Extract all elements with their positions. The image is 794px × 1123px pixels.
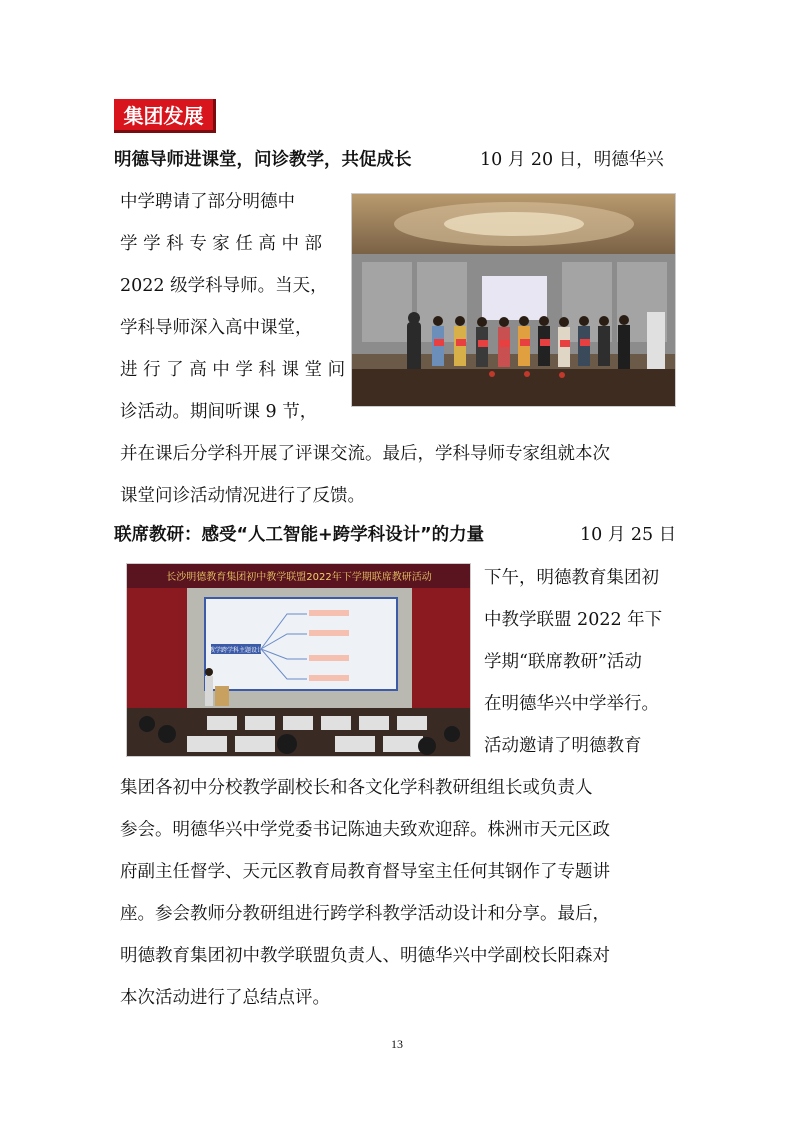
article2-line-4: 在明德华兴中学举行。 <box>484 694 659 714</box>
article1-line-0: 10 月 20 日，明德华兴 <box>480 150 664 170</box>
page-number: 13 <box>391 1037 403 1051</box>
seminar-hall-photo <box>126 563 471 757</box>
article1-heading: 明德导师进课堂，问诊教学，共促成长 <box>114 150 412 170</box>
article1-line-7: 并在课后分学科开展了评课交流。最后，学科导师专家组就本次 <box>120 444 610 464</box>
article1-line-4: 学科导师深入高中课堂， <box>120 318 313 338</box>
article2-line-0: 10 月 25 日 <box>580 525 677 545</box>
article2-line-7: 参会。明德华兴中学党委书记陈迪夫致欢迎辞。株洲市天元区政 <box>120 820 610 840</box>
article2-line-6: 集团各初中分校教学副校长和各文化学科教研组组长或负责人 <box>120 778 593 798</box>
article2-line-10: 明德教育集团初中教学联盟负责人、明德华兴中学副校长阳森对 <box>120 946 610 966</box>
article2-line-1: 下午，明德教育集团初 <box>484 568 659 588</box>
article2-line-9: 座。参会教师分教研组进行跨学科教学活动设计和分享。最后， <box>120 904 610 924</box>
article2-line-2: 中教学联盟 2022 年下 <box>484 610 663 630</box>
section-tag: 集团发展 <box>114 99 216 133</box>
article2-line-8: 府副主任督学、天元区教育局教育督导室主任何其钢作了专题讲 <box>120 862 610 882</box>
screen-text: 教学跨学科主题设计 <box>208 647 264 654</box>
banner-text: 长沙明德教育集团初中教学联盟2022年下学期联席教研活动 <box>166 572 432 583</box>
article2-line-5: 活动邀请了明德教育 <box>484 736 642 756</box>
article1-line-2: 学 学 科 专 家 任 高 中 部 <box>120 234 323 254</box>
article1-line-1: 中学聘请了部分明德中 <box>120 192 295 212</box>
article1-line-5: 进 行 了 高 中 学 科 课 堂 问 <box>120 360 346 380</box>
article2-line-3: 学期“联席教研”活动 <box>484 652 642 672</box>
article1-line-6: 诊活动。期间听课 9 节， <box>120 402 318 422</box>
article2-line-11: 本次活动进行了总结点评。 <box>120 988 330 1008</box>
article1-line-3: 2022 级学科导师。当天， <box>120 276 328 296</box>
teachers-award-photo <box>351 193 676 407</box>
article1-line-8: 课堂问诊活动情况进行了反馈。 <box>120 486 365 506</box>
article2-heading: 联席教研：感受“人工智能+跨学科设计”的力量 <box>114 525 485 545</box>
